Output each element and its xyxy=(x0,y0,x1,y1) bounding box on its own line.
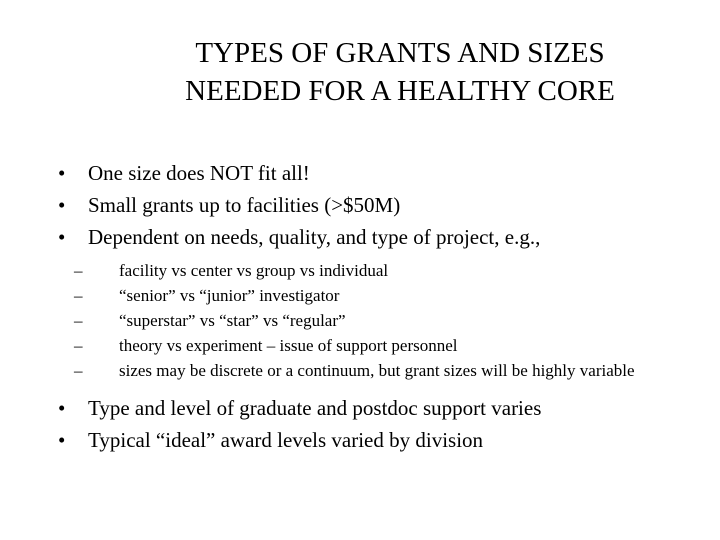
bullet-marker: • xyxy=(58,396,66,420)
dash-marker: – xyxy=(74,336,83,355)
sub-bullet-text: sizes may be discrete or a continuum, but grant sizes will be highly variable xyxy=(119,361,635,380)
bullet-marker: • xyxy=(58,161,66,185)
title-line-2: NEEDED FOR A HEALTHY CORE xyxy=(185,75,615,107)
bullet-marker: • xyxy=(58,428,66,452)
bullet-item xyxy=(58,392,698,424)
dash-marker: – xyxy=(74,361,83,380)
sub-bullet-text: “senior” vs “junior” investigator xyxy=(119,286,340,305)
sub-bullet-item xyxy=(58,258,698,283)
bullet-text: Dependent on needs, quality, and type of project, e.g., xyxy=(88,225,541,249)
sub-bullet-item xyxy=(58,308,698,333)
sub-bullet-item xyxy=(58,358,698,383)
sub-bullet-item xyxy=(58,283,698,308)
title-line-1: TYPES OF GRANTS AND SIZES xyxy=(195,37,605,69)
sub-bullet-list xyxy=(58,258,698,383)
dash-marker: – xyxy=(74,261,83,280)
sub-bullet-text: theory vs experiment – issue of support personnel xyxy=(119,336,458,355)
bullet-item xyxy=(58,189,698,221)
bullet-marker: • xyxy=(58,225,66,249)
sub-bullet-text: facility vs center vs group vs individual xyxy=(119,261,389,280)
bullet-list xyxy=(58,157,698,456)
bullet-item xyxy=(58,221,698,253)
bullet-text: Small grants up to facilities (>$50M) xyxy=(88,193,401,217)
bullet-text: One size does NOT fit all! xyxy=(88,161,310,185)
bullet-item xyxy=(58,424,698,456)
bullet-text: Type and level of graduate and postdoc support varies xyxy=(88,396,542,420)
bullet-item xyxy=(58,157,698,189)
bullet-text: Typical “ideal” award levels varied by division xyxy=(88,428,484,452)
bullet-marker: • xyxy=(58,193,66,217)
dash-marker: – xyxy=(74,286,83,305)
sub-bullet-text: “superstar” vs “star” vs “regular” xyxy=(119,311,346,330)
slide-title xyxy=(120,34,680,110)
dash-marker: – xyxy=(74,311,83,330)
sub-bullet-item xyxy=(58,333,698,358)
